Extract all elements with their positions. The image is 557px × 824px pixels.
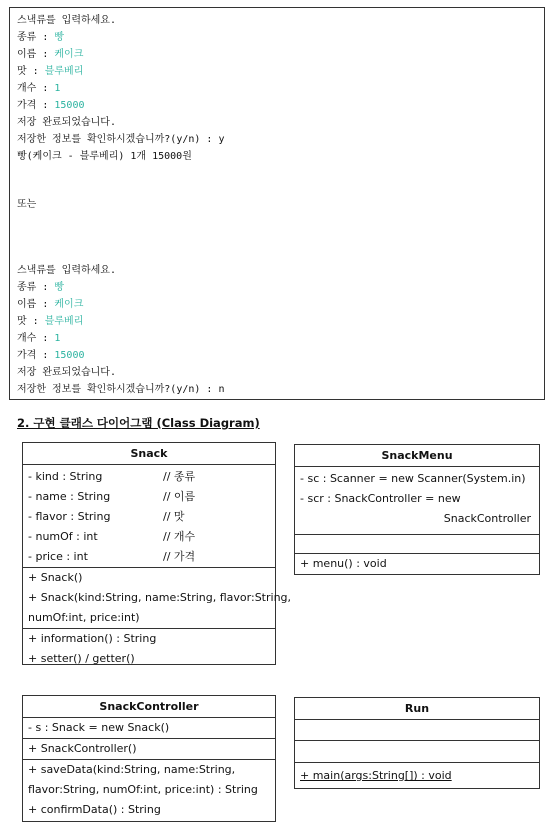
method-row: + confirmData() : String <box>28 803 161 816</box>
field-row <box>23 467 275 487</box>
console-line <box>17 333 60 345</box>
class-snackcontroller <box>22 695 276 822</box>
constructor-row: numOf:int, price:int) <box>28 611 140 624</box>
console-line <box>17 151 192 163</box>
console-text: 저장한 정보를 확인하시겠습니까?(y/n) : n <box>17 384 225 395</box>
section-title: 2. 구현 클래스 다이어그램 (Class Diagram) <box>17 416 260 430</box>
console-input-value: 케이크 <box>54 49 84 60</box>
console-text: 종류 : <box>17 282 55 293</box>
console-text: 저장한 정보를 확인하시겠습니까?(y/n) : y <box>17 134 225 145</box>
constructor-row: + Snack(kind:String, name:String, flavor:String, <box>28 591 292 604</box>
console-input-value: 케이크 <box>54 299 84 310</box>
console-input-value: 1 <box>54 83 61 94</box>
method-row: + saveData(kind:String, name:String, <box>28 763 236 776</box>
console-text: 스낵류를 입력하세요. <box>17 265 116 276</box>
console-line <box>17 316 83 328</box>
class-name: SnackController <box>23 696 275 718</box>
class-name: SnackMenu <box>295 445 539 467</box>
class-snack <box>22 442 292 665</box>
console-input-value: 블루베리 <box>44 316 84 327</box>
console-input-value: 블루베리 <box>44 66 84 77</box>
method-text: + main(args:String[]) : void <box>300 769 452 782</box>
field-row <box>23 487 275 507</box>
console-line <box>17 32 64 44</box>
console-input-value: 빵 <box>54 282 65 293</box>
constructor-row: + SnackController() <box>28 742 137 755</box>
console-line <box>17 265 116 277</box>
class-name: Snack <box>23 443 275 465</box>
console-line <box>17 83 60 95</box>
field-row <box>23 507 275 527</box>
console-text: 이름 : <box>17 299 55 310</box>
console-text: 빵(케이크 - 블루베리) 1개 15000원 <box>17 151 192 162</box>
field-comment: // 종류 <box>163 470 196 483</box>
console-line <box>17 350 85 362</box>
console-text: 가격 : <box>17 100 55 111</box>
console-line <box>17 15 116 27</box>
field-comment: // 개수 <box>163 530 196 543</box>
console-text: 종류 : <box>17 32 55 43</box>
field-row: - scr : SnackController = new <box>300 492 461 505</box>
divider <box>295 762 539 763</box>
console-line <box>17 117 116 129</box>
console-line <box>17 134 225 146</box>
console-text: 저장 완료되었습니다. <box>17 367 116 378</box>
field-text: - kind : String <box>28 470 103 483</box>
console-line <box>17 384 225 396</box>
field-row <box>23 527 275 547</box>
field-row: - sc : Scanner = new Scanner(System.in) <box>300 472 526 485</box>
console-line <box>17 367 116 379</box>
constructor-row: + Snack() <box>28 571 83 584</box>
field-text: - numOf : int <box>28 530 98 543</box>
method-row: + setter() / getter() <box>28 652 135 665</box>
console-input-value: 1 <box>54 333 61 344</box>
console-text: 맛 : <box>17 316 45 327</box>
field-row: - s : Snack = new Snack() <box>28 721 170 734</box>
method-row: flavor:String, numOf:int, price:int) : String <box>28 783 258 796</box>
console-text: 가격 : <box>17 350 55 361</box>
console-line <box>17 299 83 311</box>
class-name: Run <box>295 698 539 720</box>
field-row: SnackController <box>443 512 531 525</box>
console-line <box>17 100 85 112</box>
console-input-value: 15000 <box>54 350 85 361</box>
class-run <box>294 697 540 789</box>
console-line <box>17 66 83 78</box>
field-text: - price : int <box>28 550 88 563</box>
method-row <box>295 766 539 786</box>
field-comment: // 맛 <box>163 510 185 523</box>
console-output <box>9 7 545 400</box>
field-row <box>23 547 275 567</box>
console-text: 이름 : <box>17 49 55 60</box>
class-snackmenu <box>294 444 540 575</box>
console-text: 개수 : <box>17 333 55 344</box>
console-text: 맛 : <box>17 66 45 77</box>
field-comment: // 가격 <box>163 550 196 563</box>
field-comment: // 이름 <box>163 490 196 503</box>
or-label: 또는 <box>17 199 37 210</box>
console-text: 저장 완료되었습니다. <box>17 117 116 128</box>
field-text: - name : String <box>28 490 111 503</box>
console-input-value: 15000 <box>54 100 85 111</box>
console-line <box>17 49 83 61</box>
method-row: + menu() : void <box>300 557 387 570</box>
console-line <box>17 282 64 294</box>
console-text: 개수 : <box>17 83 55 94</box>
console-text: 스낵류를 입력하세요. <box>17 15 116 26</box>
field-text: - flavor : String <box>28 510 111 523</box>
method-row: + information() : String <box>28 632 157 645</box>
console-input-value: 빵 <box>54 32 65 43</box>
